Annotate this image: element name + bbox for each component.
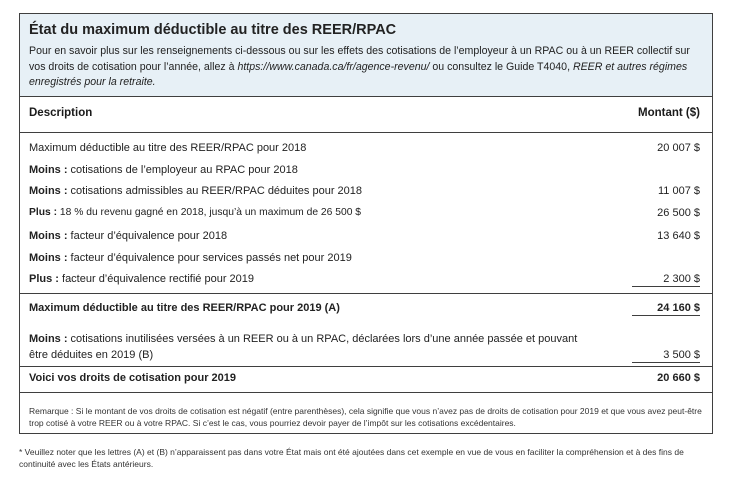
rrsp-statement-box [19, 13, 713, 434]
row-text: 18 % du revenu gagné en 2018, jusqu’à un maximum de 26 500 $ [57, 207, 362, 218]
subtotal-text: Maximum déductible au titre des REER/RPAC pour 2019 (A) [29, 302, 340, 314]
description-column-header: Description [29, 107, 93, 119]
total-amount [632, 372, 700, 384]
row-label [29, 252, 352, 264]
amount-column-header: Montant ($) [638, 107, 700, 119]
divider [20, 392, 712, 393]
subtotal-amount-value: 24 160 $ [657, 302, 700, 314]
divider [20, 366, 712, 367]
row-amount: 2 300 $ [632, 273, 700, 287]
divider [20, 293, 712, 294]
row-amount: 13 640 $ [657, 230, 700, 242]
row-amount: 11 007 $ [657, 185, 700, 197]
row-text: cotisations de l’employeur au RPAC pour 2018 [67, 164, 298, 176]
row-prefix: Moins : [29, 230, 68, 242]
row-label [29, 230, 227, 242]
row-label [29, 185, 362, 197]
intro-text: Pour en savoir plus sur les renseignements ci-dessous ou sur les effets des cotisations de l’employeur à un RPAC ou à un REER collectif sur vos droits de cotisation pour l’année, allez à [29, 45, 690, 73]
unused-amount: 3 500 $ [632, 349, 700, 363]
row-prefix: Moins : [29, 164, 68, 176]
intro-url-link[interactable]: https://www.canada.ca/fr/agence-revenu/ [237, 60, 430, 73]
footnote: * Veuillez noter que les lettres (A) et (B) n’apparaissent pas dans votre État mais ont été ajoutées dans cet exemple en vue de vous en faciliter la compréhension et à des fins de continuité avec les États antérieurs. [19, 447, 684, 469]
row-text: facteur d’équivalence rectifié pour 2019 [58, 273, 255, 285]
row-text: cotisations admissibles au REER/RPAC déduites pour 2018 [67, 185, 363, 197]
column-header [20, 97, 712, 133]
intro-text-2: ou consultez le Guide T4040, [429, 60, 573, 73]
row-prefix: Moins : [29, 333, 68, 345]
row-text: facteur d’équivalence pour 2018 [67, 230, 228, 242]
row-prefix: Plus : [29, 207, 58, 218]
row-text: cotisations inutilisées versées à un REER ou à un RPAC, déclarées lors d’une année passée et pouvant être déduites en 2019 (B) [29, 333, 578, 361]
subtotal-amount [632, 302, 700, 316]
intro-guide-title: REER et autres régimes enregistrés pour la retraite. [29, 60, 688, 88]
row-prefix: Plus : [29, 273, 59, 285]
statement-header [20, 14, 712, 97]
row-label [29, 207, 361, 218]
statement-title: État du maximum déductible au titre des REER/RPAC [29, 22, 397, 38]
row-label [29, 142, 306, 154]
remark-text: Remarque : Si le montant de vos droits de cotisation est négatif (entre parenthèses), cela signifie que vous n’avez pas de droits de cotisation pour 2019 et que vous avez peut-être trop cotisé à votre REER ou à votre RPAC. Si c’est le cas, vous pourriez devoir payer de l’impôt sur les cotisations excédentaires. [29, 406, 702, 428]
row-prefix: Moins : [29, 252, 68, 264]
row-label [29, 273, 254, 285]
subtotal-label [29, 302, 340, 314]
row-amount: 26 500 $ [657, 207, 700, 219]
row-prefix: Moins : [29, 185, 68, 197]
row-amount: 20 007 $ [657, 142, 700, 154]
row-label [29, 164, 298, 176]
total-amount-value: 20 660 $ [657, 372, 700, 384]
row-text: Maximum déductible au titre des REER/RPAC pour 2018 [29, 142, 307, 154]
row-text: facteur d’équivalence pour services passés net pour 2019 [67, 252, 352, 264]
total-text: Voici vos droits de cotisation pour 2019 [29, 372, 237, 384]
unused-label [29, 332, 589, 363]
statement-intro [29, 44, 705, 91]
total-label [29, 372, 236, 384]
